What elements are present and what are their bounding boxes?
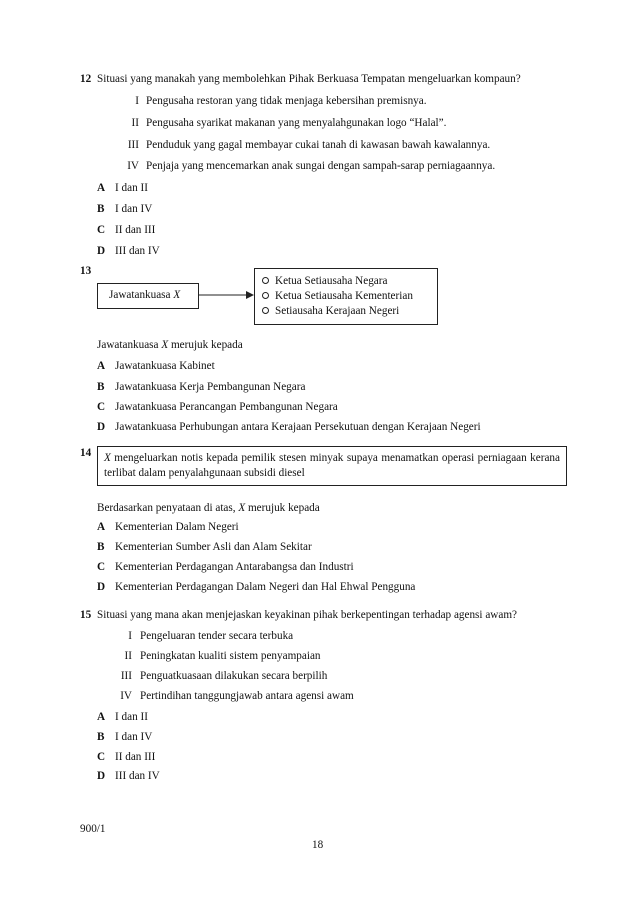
q12-option-letter[interactable]: C xyxy=(97,224,106,236)
q15-option-text[interactable]: I dan II xyxy=(115,711,148,723)
q12-option-letter[interactable]: B xyxy=(97,203,105,215)
q12-statement-text: Penjaja yang mencemarkan anak sungai dengan sampah-sarap perniagaannya. xyxy=(146,160,496,172)
q15-statement-roman: I xyxy=(128,630,132,642)
q14-option-text[interactable]: Kementerian Sumber Asli dan Alam Sekitar xyxy=(115,541,312,553)
q13-officer-label: Ketua Setiausaha Negara xyxy=(275,275,388,287)
q13-officer-item xyxy=(262,305,399,317)
q14-statement-text: X mengeluarkan notis kepada pemilik stesen minyak supaya menamatkan operasi perniagaan kerana terlibat dalam penyalahgunaan subsidi diesel xyxy=(104,452,560,479)
q13-option-letter[interactable]: A xyxy=(97,360,106,372)
q13-committee-label: Jawatankuasa X xyxy=(109,289,181,301)
q12-number: 12 xyxy=(80,73,92,85)
q12-statement-roman: I xyxy=(135,95,139,107)
q15-stem: Situasi yang mana akan menjejaskan keyakinan pihak berkepentingan terhadap agensi awam? xyxy=(97,609,517,621)
q12-option-text[interactable]: II dan III xyxy=(115,224,156,236)
q15-option-text[interactable]: II dan III xyxy=(115,751,156,763)
q12-statement-roman: II xyxy=(131,117,139,129)
q15-option-letter[interactable]: D xyxy=(97,770,106,782)
q13-committee-box xyxy=(97,283,199,309)
q12-option-letter[interactable]: D xyxy=(97,245,106,257)
q12-statement-text: Pengusaha syarikat makanan yang menyalahgunakan logo “Halal”. xyxy=(146,117,447,129)
q13-officer-label: Setiausaha Kerajaan Negeri xyxy=(275,305,400,317)
q13-option-text[interactable]: Jawatankuasa Kabinet xyxy=(115,360,215,372)
q14-statement-box xyxy=(97,446,567,486)
q13-number: 13 xyxy=(80,265,92,277)
q15-option-text[interactable]: III dan IV xyxy=(115,770,160,782)
q15-statement-text: Pengeluaran tender secara terbuka xyxy=(140,630,294,642)
q12-statement-roman: III xyxy=(127,139,139,151)
bullet-icon xyxy=(262,307,269,314)
q12-stem: Situasi yang manakah yang membolehkan Pihak Berkuasa Tempatan mengeluarkan kompaun? xyxy=(97,73,521,85)
q14-option-text[interactable]: Kementerian Perdagangan Antarabangsa dan Industri xyxy=(115,561,354,573)
q12-option-text[interactable]: III dan IV xyxy=(115,245,160,257)
q13-option-letter[interactable]: D xyxy=(97,421,106,433)
q13-option-text[interactable]: Jawatankuasa Perancangan Pembangunan Negara xyxy=(115,401,338,413)
q15-statement-text: Peningkatan kualiti sistem penyampaian xyxy=(140,650,321,662)
q15-number: 15 xyxy=(80,609,92,621)
bullet-icon xyxy=(262,277,269,284)
q14-number: 14 xyxy=(80,447,92,459)
page-number: 18 xyxy=(312,839,324,851)
q15-option-letter[interactable]: B xyxy=(97,731,105,743)
q12-statement-text: Penduduk yang gagal membayar cukai tanah di kawasan bawah kawalannya. xyxy=(146,139,491,151)
q13-option-letter[interactable]: C xyxy=(97,401,106,413)
q14-stem: Berdasarkan penyataan di atas, X merujuk kepada xyxy=(97,502,320,514)
q13-arrow-icon xyxy=(198,288,254,302)
q13-option-text[interactable]: Jawatankuasa Perhubungan antara Kerajaan Persekutuan dengan Kerajaan Negeri xyxy=(115,421,481,433)
q13-officers-box xyxy=(254,268,438,325)
q15-statement-roman: II xyxy=(124,650,132,662)
q15-statement-text: Penguatkuasaan dilakukan secara berpilih xyxy=(140,670,328,682)
q12-option-letter[interactable]: A xyxy=(97,182,106,194)
q12-statement-roman: IV xyxy=(127,160,139,172)
paper-code: 900/1 xyxy=(80,823,106,835)
q12-statement-text: Pengusaha restoran yang tidak menjaga kebersihan premisnya. xyxy=(146,95,427,107)
q13-officer-item xyxy=(262,290,413,302)
q12-option-text[interactable]: I dan II xyxy=(115,182,148,194)
q15-statement-roman: IV xyxy=(120,690,132,702)
q15-statement-roman: III xyxy=(120,670,132,682)
q15-option-letter[interactable]: C xyxy=(97,751,106,763)
bullet-icon xyxy=(262,292,269,299)
q13-option-letter[interactable]: B xyxy=(97,381,105,393)
q13-option-text[interactable]: Jawatankuasa Kerja Pembangunan Negara xyxy=(115,381,306,393)
q14-option-text[interactable]: Kementerian Perdagangan Dalam Negeri dan Hal Ehwal Pengguna xyxy=(115,581,416,593)
q12-option-text[interactable]: I dan IV xyxy=(115,203,153,215)
q15-statement-text: Pertindihan tanggungjawab antara agensi awam xyxy=(140,690,354,702)
q13-officer-label: Ketua Setiausaha Kementerian xyxy=(275,290,413,302)
q13-officer-item xyxy=(262,275,387,287)
q13-stem: Jawatankuasa X merujuk kepada xyxy=(97,339,243,351)
q14-option-letter[interactable]: B xyxy=(97,541,105,553)
q15-option-letter[interactable]: A xyxy=(97,711,106,723)
q14-option-letter[interactable]: A xyxy=(97,521,106,533)
q14-option-letter[interactable]: D xyxy=(97,581,106,593)
q15-option-text[interactable]: I dan IV xyxy=(115,731,153,743)
q14-option-letter[interactable]: C xyxy=(97,561,106,573)
q14-option-text[interactable]: Kementerian Dalam Negeri xyxy=(115,521,239,533)
